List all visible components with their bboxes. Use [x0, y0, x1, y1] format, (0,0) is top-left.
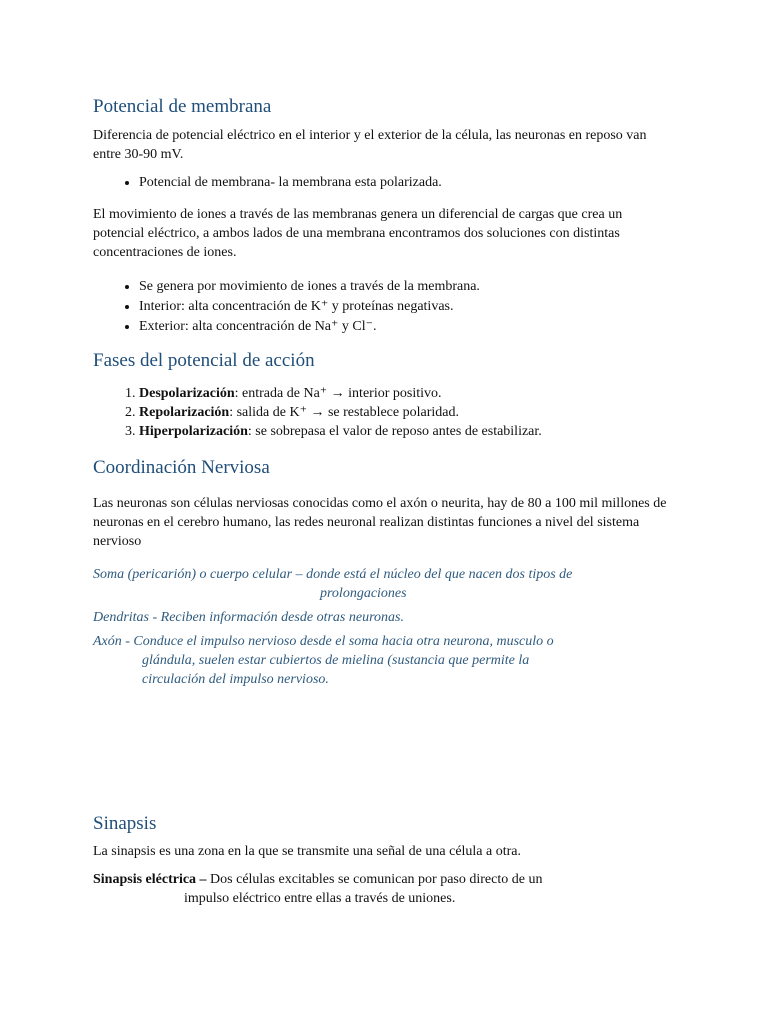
heading-fases-potencial: Fases del potencial de acción	[93, 350, 315, 371]
soma-line-2: prolongaciones	[320, 586, 407, 601]
soma-definition	[93, 565, 673, 603]
axon-line-2: glándula, suelen estar cubiertos de mielina (sustancia que permite la	[142, 653, 530, 668]
list-item: • Exterior: alta concentración de Na⁺ y Cl⁻.	[139, 317, 673, 336]
paragraph-movimiento-iones: El movimiento de iones a través de las membranas genera un diferencial de cargas que crea un potencial eléctrico, a ambos lados de una membrana encontramos dos soluciones con distintas concentraciones de iones.	[93, 207, 623, 260]
blank-space	[93, 689, 673, 811]
heading-potencial-membrana: Potencial de membrana	[93, 96, 272, 117]
term-repolarizacion: Repolarización	[139, 405, 230, 420]
document-content	[93, 94, 673, 908]
axon-line-1: Axón - Conduce el impulso nervioso desde el soma hacia otra neurona, musculo o	[93, 634, 554, 649]
list-item	[139, 403, 673, 422]
axon-line-3: circulación del impulso nervioso.	[142, 672, 329, 687]
list-item: • Se genera por movimiento de iones a través de la membrana.	[139, 277, 673, 296]
term-description: : salida de K⁺ → se restablece polaridad.	[229, 405, 459, 420]
paragraph-sinapsis: La sinapsis es una zona en la que se transmite una señal de una célula a otra.	[93, 844, 522, 859]
soma-line-1: Soma (pericarión) o cuerpo celular – donde está el núcleo del que nacen dos tipos de	[93, 567, 573, 582]
sinapsis-electrica-definition	[93, 870, 673, 889]
list-item: • Potencial de membrana- la membrana esta polarizada.	[139, 173, 673, 192]
axon-definition	[93, 632, 673, 689]
list-item	[139, 384, 673, 403]
term-description: : se sobrepasa el valor de reposo antes de estabilizar.	[247, 424, 542, 439]
numbered-list-fases	[93, 384, 673, 441]
term-despolarizacion: Despolarización	[139, 386, 235, 401]
term-sinapsis-electrica: Sinapsis eléctrica –	[93, 872, 207, 887]
list-item	[139, 422, 673, 441]
dendritas-definition: Dendritas - Reciben información desde otras neuronas.	[93, 610, 404, 625]
bullet-list-polarizada	[93, 173, 673, 192]
bullet-list-iones	[93, 277, 673, 336]
sinapsis-def-line-2: impulso eléctrico entre ellas a través de uniones.	[184, 891, 456, 906]
paragraph-neuronas: Las neuronas son células nerviosas conocidas como el axón o neurita, hay de 80 a 100 mil millones de neuronas en el cerebro humano, las redes neuronal realizan distintas funciones a nivel del sistema nervioso	[93, 496, 667, 549]
sinapsis-def-line-1: Dos células excitables se comunican por paso directo de un	[206, 872, 543, 887]
paragraph-diferencia-potencial: Diferencia de potencial eléctrico en el interior y el exterior de la célula, las neuronas en reposo van entre 30-90 mV.	[93, 128, 647, 162]
term-hiperpolarizacion: Hiperpolarización	[139, 424, 248, 439]
heading-sinapsis: Sinapsis	[93, 813, 157, 834]
list-item: • Interior: alta concentración de K⁺ y proteínas negativas.	[139, 297, 673, 316]
term-description: : entrada de Na⁺ → interior positivo.	[234, 386, 442, 401]
heading-coordinacion-nerviosa: Coordinación Nerviosa	[93, 457, 270, 478]
